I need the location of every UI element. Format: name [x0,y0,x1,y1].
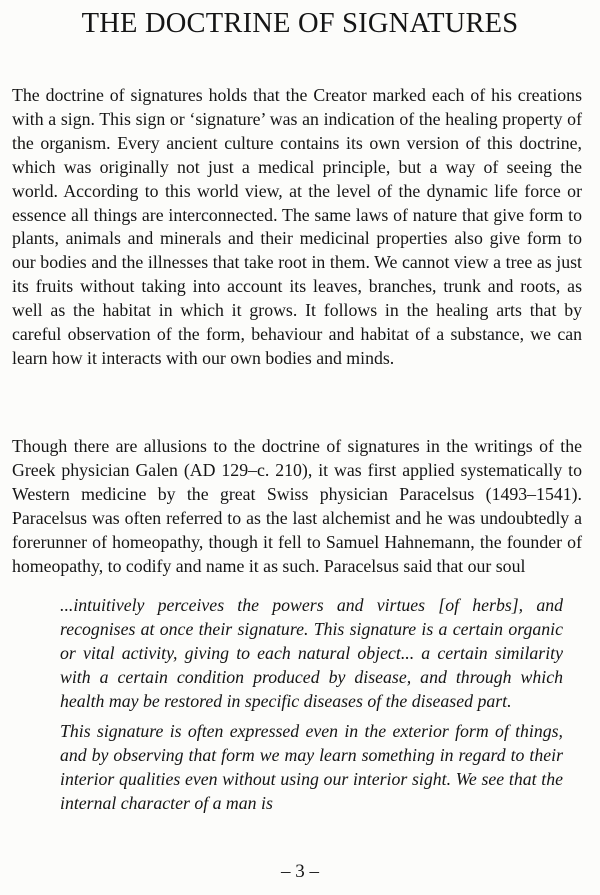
block-quote-2: This signature is often expressed even in the exterior form of things, and by observing that form we may learn something in regard to their interior qualities even without using our interior sight. We see that the internal character of a man is [60,721,563,813]
page-title: THE DOCTRINE OF SIGNATURES [81,8,519,39]
page-number: – 3 – [281,861,319,882]
body-paragraph-1: The doctrine of signatures holds that the Creator marked each of his creations with a sign. This sign or ‘signature’ was an indication of the healing property of the organism. Every ancient culture contains its own version of this doctrine, which was originally not just a medical principle, but a way of seeing the world. According to this world view, at the level of the dynamic life force or essence all things are interconnected. The same laws of nature that give form to plants, animals and minerals and their medicinal properties also give form to our bodies and the illnesses that take root in them. We cannot view a tree as just its fruits without taking into account its leaves, branches, trunk and roots, as well as the habitat in which it grows. It follows in the healing arts that by careful observation of the form, behaviour and habitat of a substance, we can learn how it interacts with our own bodies and minds. [12,85,582,368]
body-paragraph-2: Though there are allusions to the doctrine of signatures in the writings of the Greek physician Galen (AD 129–c. 210), it was first applied systematically to Western medicine by the great Swiss physician Paracelsus (1493–1541). Paracelsus was often referred to as the last alchemist and he was undoubtedly a forerunner of homeopathy, though it fell to Samuel Hahnemann, the founder of homeopathy, to codify and name it as such. Paracelsus said that our soul [12,436,582,576]
block-quote-1: ...intuitively perceives the powers and virtues [of herbs], and recognises at once their signature. This signature is a certain organic or vital activity, giving to each natural object... a certain similarity with a certain condition produced by disease, and through which health may be restored in specific diseases of the diseased part. [60,595,563,711]
